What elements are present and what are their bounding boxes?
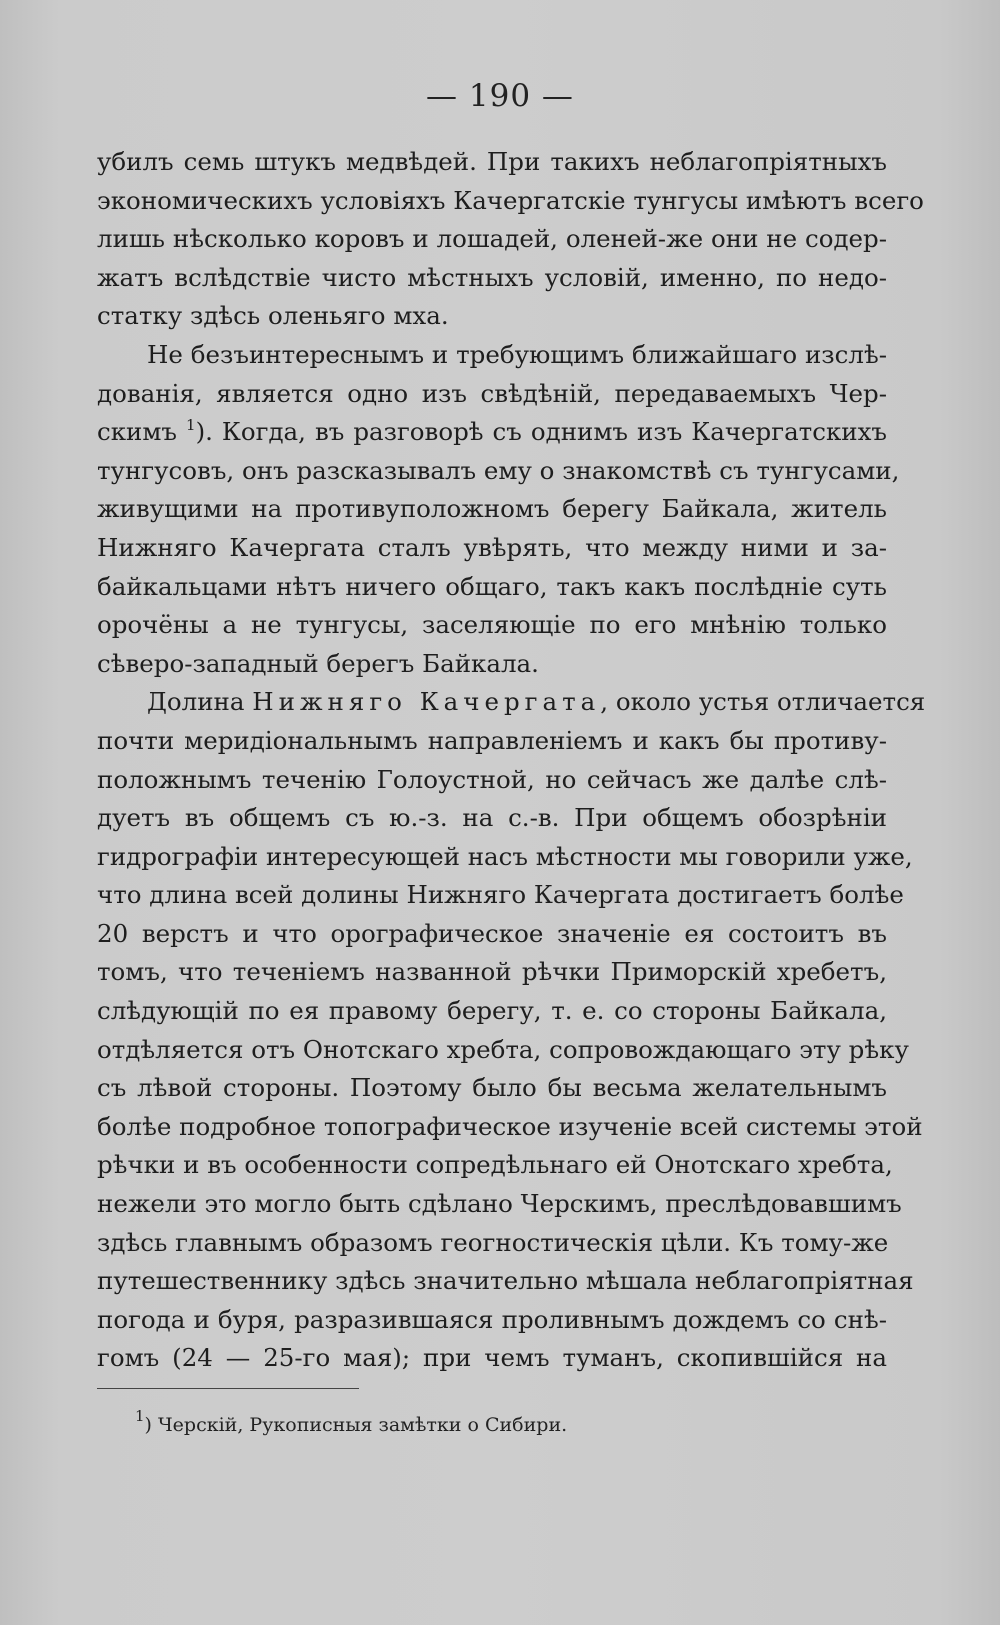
paragraph-1 <box>97 143 924 336</box>
text-line: жатъ вслѣдствіе чисто мѣстныхъ условій, именно, по недо- <box>97 262 887 292</box>
text-line: нежели это могло быть сдѣлано Черскимъ, преслѣдовавшимъ <box>97 1189 902 1219</box>
text-line: почти меридіональнымъ направленіемъ и какъ бы противу- <box>97 725 887 755</box>
text-line: отдѣляется отъ Онотскаго хребта, сопровождающаго эту рѣку <box>97 1034 909 1064</box>
paragraph-2 <box>97 336 900 683</box>
text-line-with-footnote-ref <box>97 413 887 452</box>
text-line: орочёны а не тунгусы, заселяющіе по его мнѣнію только <box>97 610 887 640</box>
text-line: болѣе подробное топографическое изученіе всей системы этой <box>97 1111 923 1141</box>
text-line: рѣчки и въ особенности сопредѣльнаго ей Онотскаго хребта, <box>97 1150 893 1180</box>
text-line: погода и буря, разразившаяся проливнымъ дождемъ со снѣ- <box>97 1304 887 1334</box>
text-line: Не безъинтереснымъ и требующимъ ближайшаго изслѣ- <box>147 339 887 369</box>
text-line: томъ, что теченіемъ названной рѣчки Приморскій хребетъ, <box>97 957 887 987</box>
text-line: здѣсь главнымъ образомъ геогностическія цѣли. Къ тому-же <box>97 1227 889 1257</box>
text-line: положнымъ теченію Голоустной, но сейчасъ же далѣе слѣ- <box>97 764 887 794</box>
text-line: путешественнику здѣсь значительно мѣшала неблагопріятная <box>97 1266 914 1296</box>
footnote <box>135 1407 568 1438</box>
text-fragment: скимъ <box>97 417 187 447</box>
text-line: гомъ (24 — 25-го мая); при чемъ туманъ, скопившійся на <box>97 1343 887 1373</box>
text-line: убилъ семь штукъ медвѣдей. При такихъ неблагопріятныхъ <box>97 147 887 176</box>
footnote-reference[interactable]: 1 <box>186 416 196 435</box>
text-fragment: , около устья отличается <box>600 687 926 717</box>
text-line: экономическихъ условіяхъ Качергатскіе тунгусы имѣютъ всего <box>97 185 924 215</box>
spaced-place-name: Нижняго Качергата <box>252 687 601 717</box>
text-line: гидрографіи интересующей насъ мѣстности мы говорили уже, <box>97 841 913 871</box>
text-line: байкальцами нѣтъ ничего общаго, такъ какъ послѣдніе суть <box>97 571 887 601</box>
main-text <box>97 143 926 1378</box>
text-line: тунгусовъ, онъ разсказывалъ ему о знакомствѣ съ тунгусами, <box>97 455 900 485</box>
text-line: статку здѣсь оленьяго мха. <box>97 301 449 331</box>
text-line: что длина всей долины Нижняго Качергата достигаетъ болѣе <box>97 880 904 910</box>
text-line: живущими на противуположномъ берегу Байкала, житель <box>97 494 887 524</box>
footnote-text: ) Черскій, Рукописныя замѣтки о Сибири. <box>144 1414 568 1436</box>
text-line: Нижняго Качергата сталъ увѣрять, что между ними и за- <box>97 532 887 562</box>
text-line: съ лѣвой стороны. Поэтому было бы весьма желательнымъ <box>97 1073 887 1103</box>
text-line: слѣдующій по ея правому берегу, т. е. со стороны Байкала, <box>97 996 887 1026</box>
page-number: — 190 — <box>426 78 574 114</box>
text-line: лишь нѣсколько коровъ и лошадей, оленей-же они не содер- <box>97 224 887 254</box>
text-fragment: ). Когда, въ разговорѣ съ однимъ изъ Качергатскихъ <box>195 417 888 447</box>
text-line-with-spaced-name <box>97 683 926 722</box>
text-line: дуетъ въ общемъ съ ю.-з. на с.-в. При общемъ обозрѣніи <box>97 803 887 833</box>
footnote-mark: 1 <box>135 1407 145 1425</box>
text-line: дованія, является одно изъ свѣдѣній, передаваемыхъ Чер- <box>97 378 887 408</box>
text-line: 20 верстъ и что орографическое значеніе ея состоитъ въ <box>97 918 887 948</box>
text-fragment: Долина <box>147 687 253 717</box>
text-line: сѣверо-западный берегъ Байкала. <box>97 648 539 678</box>
paragraph-3 <box>97 683 926 1378</box>
footnote-divider <box>97 1388 359 1389</box>
